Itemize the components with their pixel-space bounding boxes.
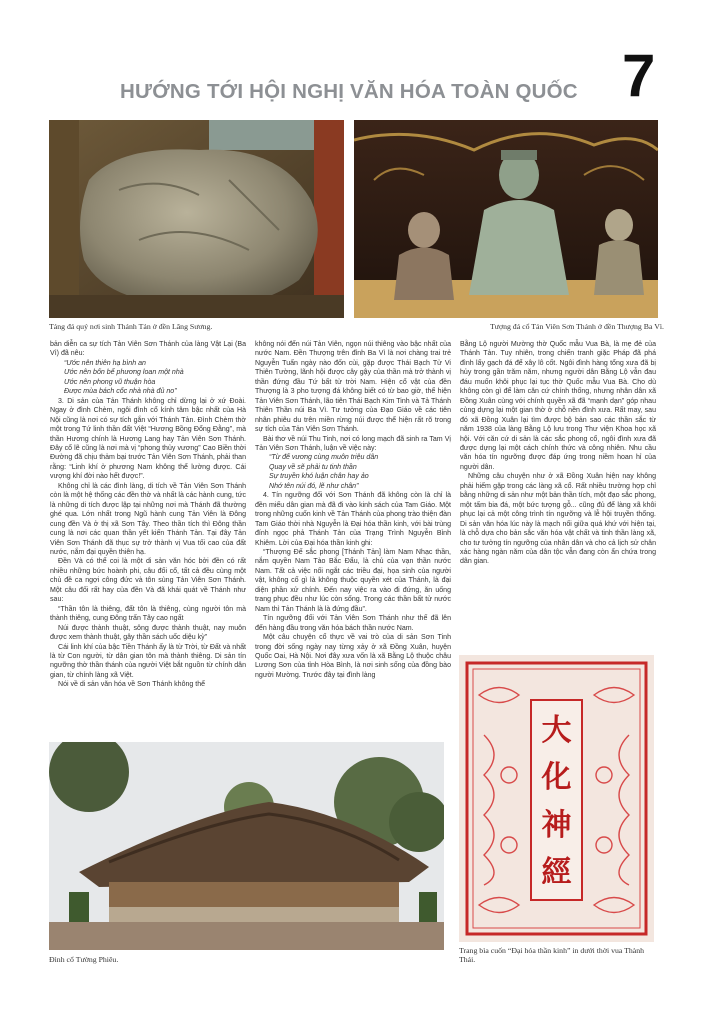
book-char-4: 經 (541, 855, 572, 891)
photo-stone-slab (49, 120, 344, 318)
article-paragraph: Không chỉ là các đình làng, di tích về Tản Viên Sơn Thánh còn là một hệ thống các đền thờ và nhất là các hành cung, tức là những di tích được lập tại những nơi mà Thánh đã thường ghé qua. Lớn nhất trong Ngũ hành cung Tản Viên là Đông cung đền Và ở thị xã Sơn Tây. Theo thần tích thì Đông thần cung là nơi các quan thần yết kiến Thánh Tản. Tại đây Tản Viên Sơn Thánh đã thục sự trở thành vị Vua tối cao của đất nước, nắm đại quyền thiên hạ. (50, 482, 246, 556)
caption-photo-stone: Tảng đá quý nơi sinh Thánh Tản ở đền Lăng Sương. (49, 322, 213, 331)
poem-line: Sự truyền khó luận chân hay ảo (269, 473, 369, 481)
poem-line: “Từ đế vương cùng muôn triệu dân (269, 454, 379, 462)
book-char-2: 化 (541, 760, 572, 796)
stone-slab-illustration (49, 120, 344, 318)
article-paragraph: Nói về di sản văn hóa về Sơn Thánh không thể (58, 681, 206, 689)
article-paragraph: bản diễn ca sự tích Tản Viên Sơn Thánh của làng Vật Lại (Ba Vì) đã nêu: (50, 341, 246, 358)
article-column-2 (255, 340, 451, 680)
page-number: 7 (622, 42, 656, 109)
poem-line: Được mùa bách cốc nhà nhà đủ no” (64, 388, 177, 396)
article-paragraph: Cái linh khí của bậc Tiền Thánh ấy là từ Trời, từ Đất và nhất là từ Con người, từ dân gian tôn mà thành thiêng. Di sản tín ngưỡng thờ thần thánh của người Việt bắt nguồn từ chính dân gian, từ chính làng xã Việt. (50, 643, 246, 679)
poem-line: “Ước nên thiên hạ bình an (64, 359, 146, 367)
statues-illustration (354, 120, 658, 318)
book-char-3: 神 (541, 807, 572, 843)
poem-line: Ước nên phong vũ thuận hòa (64, 378, 156, 386)
article-paragraph: Núi được thành thuật, sông được thành thuật, nay muôn được xem thành thuật, gây thần sách uốc diệu kỳ” (50, 624, 246, 642)
book-char-1: 大 (541, 712, 572, 748)
poem-line: Quay về sẽ phải tu tinh thần (269, 463, 357, 471)
poem-line: Nhớ tên núi đó, lẽ như chân” (269, 482, 359, 490)
article-paragraph: Bằng Lộ người Mường thờ Quốc mẫu Vua Bà, là mẹ đẻ của Thánh Tản. Tuy nhiên, trong chiến tranh giặc Pháp đã phá đình lấy gạch đá để xây lô cốt. Ngôi đình hàng tổng xưa đã bị hủy trong gần trăm năm, nhưng người dân Bằng Lộ vẫn đau đáu muốn khôi phục lại tục thờ Quốc mẫu Vua Bà. Cho dù không còn gì để làm căn cứ chính thống, nhưng nhân dân xã Đồng Xuân cùng với chính quyền xã đã “mạnh dạn” góp nhau cùng dựng lại một gian thờ ở chỗ nền đình xưa. Rất may, sau đó xã Đồng Xuân lại tìm được bộ bản sao các thần sắc từ năm 1938 của làng Bằng Lộ lưu trong Thư viện Khoa học xã hội. Với căn cứ di sản là các sắc phong cổ, ngôi đình xưa đã được dựng lại một cách chính thức và công nhiên. Nhu cầu văn hóa tín ngưỡng được đáp ứng trong niềm hoan hỉ của người dân. (460, 341, 656, 471)
poem-line: Ước nên bốn bể phương loan một nhà (64, 369, 184, 377)
photo-stone-statues (354, 120, 658, 318)
article-paragraph: “Thần tôn là thiêng, đất tôn là thiêng, cùng người tôn mà thành thiêng, cung Đông trấn Tây cao ngất (50, 605, 246, 623)
caption-photo-communal-house: Đình cổ Tường Phiêu. (49, 955, 119, 964)
photo-communal-house (49, 742, 444, 950)
book-title-vertical (531, 707, 582, 897)
article-paragraph: Một câu chuyện cổ thực về vai trò của di sản Sơn Tinh trong đời sống ngày nay từng xảy ở xã Đồng Xuân, huyện Quốc Oai, Hà Nội. Nơi đây xưa vốn là xã Bằng Lộ thuộc châu Lương Sơn của tỉnh Hòa Bình, là nơi sinh sống của đồng bào người Mường. Trước đây tại đình làng (255, 634, 451, 679)
section-title: HƯỚNG TỚI HỘI NGHỊ VĂN HÓA TOÀN QUỐC (120, 80, 578, 103)
article-paragraph: Đền Và có thể coi là một di sản văn hóc bởi đền có rất nhiều những bức hoành phi, câu đối cổ, tất cả đều cùng một chủ đề ca ngợi công đức và tôn sùng Tản Viên Sơn Thánh. Một câu đối rất hay của đền Và đã khái quát về Thánh như sau: (50, 558, 246, 604)
caption-photo-statues: Tượng đá cổ Tản Viên Sơn Thánh ở đền Thượng Ba Vì. (489, 322, 664, 331)
article-paragraph: Những câu chuyện như ở xã Đồng Xuân hiện nay không phải hiếm gặp trong các làng xã cổ. Rất nhiều trường hợp chỉ bằng những di sản như một bản thần tích, một đạo sắc phong, một tấm bia đá, một bức tượng gỗ... cũng đủ để làng xã khôi phục lại cả một công trình tín ngưỡng và lễ hội truyền thống. Di sản văn hóa lúc này là mạch nối giữa quá khứ với hiện tại, là chỗ dựa cho bản sắc văn hóa vật chất và tinh thần làng xã, cho tư tưởng tín ngưỡng của nhân dân và cho cả lịch sử chân xác hàng ngàn năm của dân tộc vẫn đang còn ẩn chứa trong dân gian. (460, 473, 656, 566)
article-paragraph: “Thượng Đế sắc phong [Thánh Tản] làm Nam Nhạc thần, nắm quyền Nam Tào Bắc Đẩu, là chủ của vạn thần nước Nam. Tất cả việc nối ngắt các triều đại, họa sinh của người vật, không cố gì là không thuộc quyền xét của Thánh, là đại diện phần xử chính. Đến nay việc ra vào đi đứng, ăn uống trang phục đều như lúc còn sống. Trong các thần bất tử nước Nam thì Tản Thánh là là đứng đầu”. (255, 548, 451, 613)
article-paragraph: Tín ngưỡng đối với Tản Viên Sơn Thánh như thế đã lên đến hàng đầu trong văn hóa bách thần nước Nam. (255, 615, 451, 632)
caption-photo-book-cover: Trang bìa cuốn “Đại hóa thần kinh” in dưới thời vua Thành Thái. (459, 946, 645, 965)
page-header (0, 0, 707, 118)
article-column-3 (460, 340, 656, 567)
article-paragraph: 4. Tín ngưỡng đối với Sơn Thánh đã không còn là chỉ là đền miếu dân gian mà đã đi vào kinh sách của Tam Giáo. Một trong những cuốn kinh về Tản Thánh của phong trào thiện đàn Tam Giáo thời nhà Nguyễn là Đại hóa thần kinh, với bài trùng đính ngọc phả Thánh Tản của Trạng Trình Nguyễn Bỉnh Khiêm. Lời của Đại hóa thần kinh ghi: (255, 492, 451, 547)
article-paragraph: Bài thơ về núi Thu Tinh, nơi có long mạch đã sinh ra Tam Vị Tản Viên Sơn Thánh, luận về việc này: (255, 435, 451, 452)
communal-house-illustration (49, 742, 444, 950)
article-paragraph: 3. Di sản của Tản Thánh không chỉ dừng lại ở xứ Đoài. Ngay ở đình Chèm, ngôi đình cổ kính tâm bậc nhất của Hà Nội cũng là nơi có sự tích gắn với Thánh Tản. Đình Chèm thờ một trong Tứ linh thần đất Việt “Hương Bồng Đổng Đằng”, mà thần Hương chính là Hương Lang hay Tản Viên Sơn Thánh. Đây cổ lẽ cũng là nơi mà vị “phong thủy vương” Cao Biền thời Đường đã chịu thảm bại trước Tản Viên Sơn Thánh, phải than rằng: “Linh khí ở phương Nam không thể lường được. Cái vượng khí đời nào hết được!”. (50, 397, 246, 481)
article-column-1 (50, 340, 246, 690)
photo-book-cover (459, 655, 654, 942)
article-paragraph: không nói đến núi Tản Viên, ngọn núi thiêng vào bậc nhất của nước Nam. Đền Thượng trên đỉnh Ba Vì là nơi chàng trai trẻ Nguyễn Tuấn ngày nào đốn củi, gặp được Thái Bạch Tử Vi Thiên Tường, lãnh hội được cây gậy của thần mà trở thành vị thần đứng đầu Tứ bất tử trời Nam. Hiện cổ vật của đền Thượng là 3 pho tượng đá không biết có từ bao giờ, thể hiện Tản Viên Sơn Thánh, lão tiên Thái Bạch Kim Tinh và Tả Thánh Thiên Thần núi Ba Vì. Tư tưởng của Đạo Giáo về các tiên nhân phiêu du trên miền rừng núi được thể hiện rất rõ trong sự tích của Tản Viên Sơn Thánh. (255, 341, 451, 434)
